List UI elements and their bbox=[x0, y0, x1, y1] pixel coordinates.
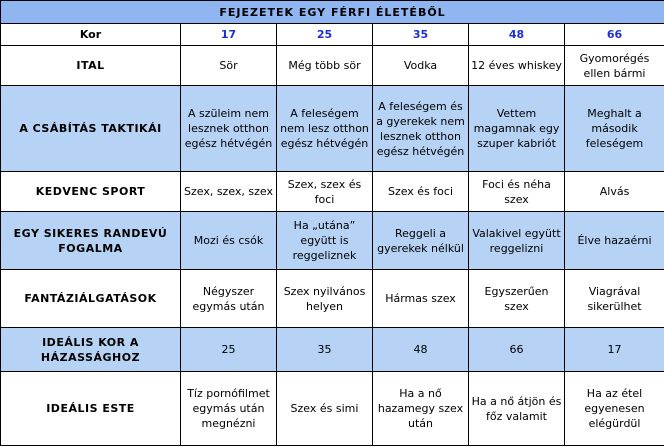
table-cell: Egyszerűen szex bbox=[469, 270, 565, 328]
table-cell: Reggeli a gyerekek nélkül bbox=[373, 212, 469, 270]
table-cell: A szüleim nem lesznek otthon egész hétvégén bbox=[181, 86, 277, 172]
row-label: KEDVENC SPORT bbox=[1, 172, 181, 212]
table-cell: Szex, szex, szex bbox=[181, 172, 277, 212]
table-cell: 66 bbox=[469, 328, 565, 372]
row-csabitas bbox=[1, 86, 664, 172]
row-label: IDEÁLIS ESTE bbox=[1, 372, 181, 446]
age-35: 35 bbox=[373, 24, 469, 46]
table-cell: Ha a nő átjön és főz valamit bbox=[469, 372, 565, 446]
table-cell: Mozi és csók bbox=[181, 212, 277, 270]
age-25: 25 bbox=[277, 24, 373, 46]
age-66: 66 bbox=[565, 24, 664, 46]
row-label: IDEÁLIS KOR A HÁZASSÁGHOZ bbox=[1, 328, 181, 372]
table-cell: Ha az étel egyenesen elégürdül bbox=[565, 372, 664, 446]
table-cell: 17 bbox=[565, 328, 664, 372]
row-label: ITAL bbox=[1, 46, 181, 86]
row-randevu bbox=[1, 212, 664, 270]
table-cell: Szex nyilvános helyen bbox=[277, 270, 373, 328]
table-cell: Tíz pornófilmet egymás után megnézni bbox=[181, 372, 277, 446]
table-cell: Szex és foci bbox=[373, 172, 469, 212]
row-label: A CSÁBÍTÁS TAKTIKÁI bbox=[1, 86, 181, 172]
table-cell: A feleségem és a gyerekek nem lesznek otthon egész hétvégén bbox=[373, 86, 469, 172]
table-cell: Gyomorégés ellen bármi bbox=[565, 46, 664, 86]
age-17: 17 bbox=[181, 24, 277, 46]
table-cell: Alvás bbox=[565, 172, 664, 212]
table-cell: Foci és néha szex bbox=[469, 172, 565, 212]
table-cell: Vodka bbox=[373, 46, 469, 86]
table-cell: Vettem magamnak egy szuper kabriót bbox=[469, 86, 565, 172]
table-cell: Viagrával sikerülhet bbox=[565, 270, 664, 328]
table-cell: A feleségem nem lesz otthon egész hétvégén bbox=[277, 86, 373, 172]
row-sport bbox=[1, 172, 664, 212]
table-cell: 35 bbox=[277, 328, 373, 372]
age-48: 48 bbox=[469, 24, 565, 46]
row-fantazia bbox=[1, 270, 664, 328]
table-cell: 12 éves whiskey bbox=[469, 46, 565, 86]
table-cell: Négyszer egymás után bbox=[181, 270, 277, 328]
age-header-label: Kor bbox=[1, 24, 181, 46]
table-cell: Meghalt a második feleségem bbox=[565, 86, 664, 172]
table-cell: 25 bbox=[181, 328, 277, 372]
row-label: FANTÁZIÁLGATÁSOK bbox=[1, 270, 181, 328]
table-cell: Szex, szex és foci bbox=[277, 172, 373, 212]
row-hazassag bbox=[1, 328, 664, 372]
row-label: EGY SIKERES RANDEVÚ FOGALMA bbox=[1, 212, 181, 270]
table-cell: Szex és simi bbox=[277, 372, 373, 446]
row-este bbox=[1, 372, 664, 446]
row-ital bbox=[1, 46, 664, 86]
table-title: FEJEZETEK EGY FÉRFI ÉLETÉBŐL bbox=[1, 1, 664, 24]
table-cell: 48 bbox=[373, 328, 469, 372]
table-cell: Ha „utána” együtt is reggeliznek bbox=[277, 212, 373, 270]
table-cell: Valakivel együtt reggelizni bbox=[469, 212, 565, 270]
table-cell: Sör bbox=[181, 46, 277, 86]
table-cell: Élve hazaérni bbox=[565, 212, 664, 270]
table-cell: Ha a nő hazamegy szex után bbox=[373, 372, 469, 446]
table-cell: Hármas szex bbox=[373, 270, 469, 328]
table-cell: Még több sör bbox=[277, 46, 373, 86]
